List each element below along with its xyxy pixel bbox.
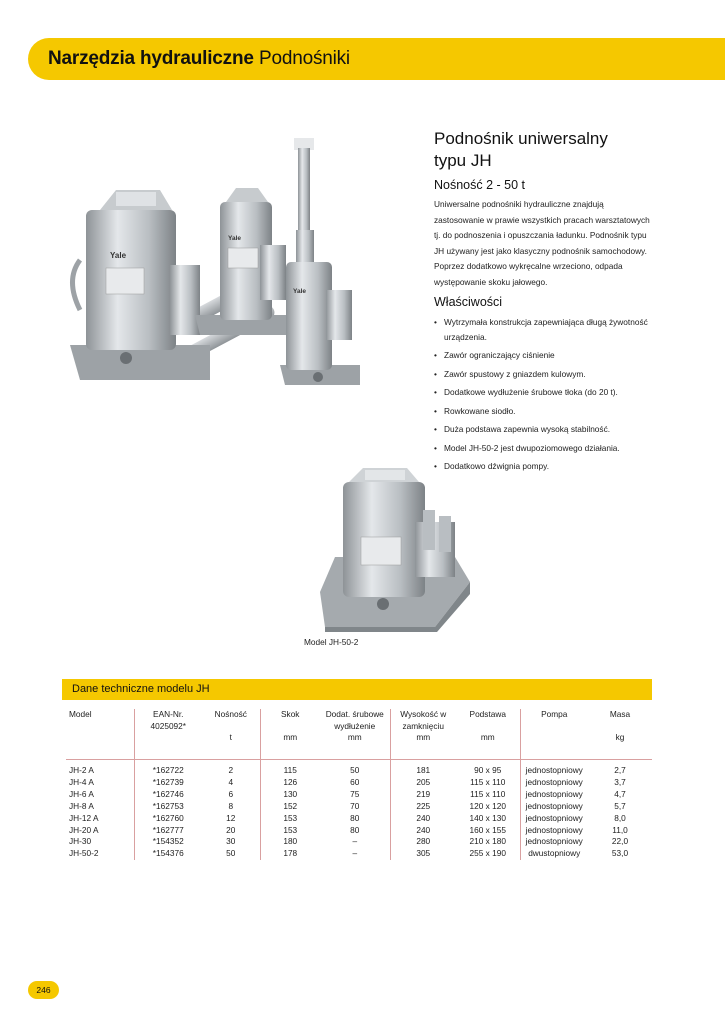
col-header-pump: Pompa [520, 709, 588, 760]
col-header-extension: Dodat. śrubowe wydłużenie mm [325, 709, 384, 742]
bullet-icon: • [434, 368, 437, 379]
product-description: Uniwersalne podnośniki hydrauliczne znajdują zastosowanie w prawie wszystkich pracach warsztatowych tj. do podnoszenia i opuszczania ładunku. Podnośnik typu JH używany jest jako klasyczny podnośnik samochodowy. Poprzez dodatkowo wykręcalne wrzeciono, odpada występowanie skoku jałowego. [434, 199, 650, 287]
col-header-capacity: Nośność t [214, 709, 247, 742]
table-row: JH-6 A *162746 6 130 75 219 115 x 110 jednostopniowy 4,7 [69, 788, 626, 799]
bullet-icon: • [434, 387, 437, 397]
bullet-icon: • [434, 350, 437, 360]
feature-item: • Duża podstawa zapewnia wysoką stabilność. [434, 422, 654, 437]
product-title-line1: Podnośnik uniwersalny [434, 129, 608, 148]
feature-item: • Wytrzymała konstrukcja zapewniająca długą żywotność urządzenia. [434, 317, 648, 342]
jack-large [70, 190, 210, 380]
spec-table [66, 709, 652, 860]
bullet-icon: • [434, 461, 437, 471]
jack-extended [280, 138, 360, 385]
image-caption: Model JH-50-2 [304, 637, 359, 647]
feature-item: • Dodatkowo dźwignia pompy. [434, 459, 654, 474]
product-title-line2: typu JH [434, 151, 492, 170]
col-header-base: Podstawa mm [469, 709, 506, 742]
table-row: JH-2 A *162722 2 115 50 181 90 x 95 jednostopniowy 2,7 [66, 760, 652, 777]
section-subtitle: Podnośniki [259, 48, 350, 69]
col-header-height: Wysokość w zamknięciu mm [390, 709, 456, 760]
product-title [434, 128, 694, 172]
table-row: JH-8 A *162753 8 152 70 225 120 x 120 jednostopniowy 5,7 [69, 800, 626, 811]
bullet-icon: • [434, 405, 437, 416]
bullet-icon: • [434, 442, 437, 453]
section-title: Narzędzia hydrauliczne [48, 48, 254, 69]
table-title: Dane techniczne modelu JH [72, 683, 210, 695]
feature-item: • Zawór ograniczający ciśnienie [434, 348, 654, 363]
col-header-ean: EAN-Nr. 4025092* [134, 709, 202, 760]
col-header-stroke: Skok mm [260, 709, 320, 760]
features-list [434, 315, 654, 478]
table-header-row [66, 709, 652, 760]
capacity-heading: Nośność 2 - 50 t [434, 178, 526, 192]
page-number: 246 [28, 981, 59, 999]
feature-item: • Model JH-50-2 jest dwupoziomowego działania. [434, 441, 654, 456]
feature-item: • Dodatkowe wydłużenie śrubowe tłoka (do 20 t). [434, 385, 654, 400]
col-header-weight: Masa kg [609, 709, 631, 742]
table-row: JH-50-2 *154376 50 178 – 305 255 x 190 dwustopniowy 53,0 [69, 848, 629, 859]
table-row: JH-12 A *162760 12 153 80 240 140 x 130 jednostopniowy 8,0 [69, 812, 626, 823]
bullet-icon: • [434, 317, 437, 327]
col-header-model: Model [69, 709, 92, 719]
table-row: JH-30 *154352 30 180 – 280 210 x 180 jednostopniowy 22,0 [69, 836, 629, 847]
table-row: JH-20 A *162777 20 153 80 240 160 x 155 jednostopniowy 11,0 [69, 824, 628, 835]
svg-text:Yale: Yale [228, 235, 242, 242]
table-row: JH-4 A *162739 4 126 60 205 115 x 110 jednostopniowy 3,7 [69, 776, 626, 787]
bullet-icon: • [434, 424, 437, 434]
feature-item: • Rowkowane siodło. [434, 404, 654, 419]
svg-text:Yale: Yale [293, 288, 307, 295]
table-body [66, 760, 652, 861]
product-photo-jh-50-2 [315, 462, 475, 632]
features-heading: Właściwości [434, 295, 503, 309]
svg-text:Yale: Yale [110, 251, 127, 260]
product-photo-jacks [60, 130, 370, 430]
feature-item: • Zawór spustowy z gniazdem kulowym. [434, 367, 654, 382]
